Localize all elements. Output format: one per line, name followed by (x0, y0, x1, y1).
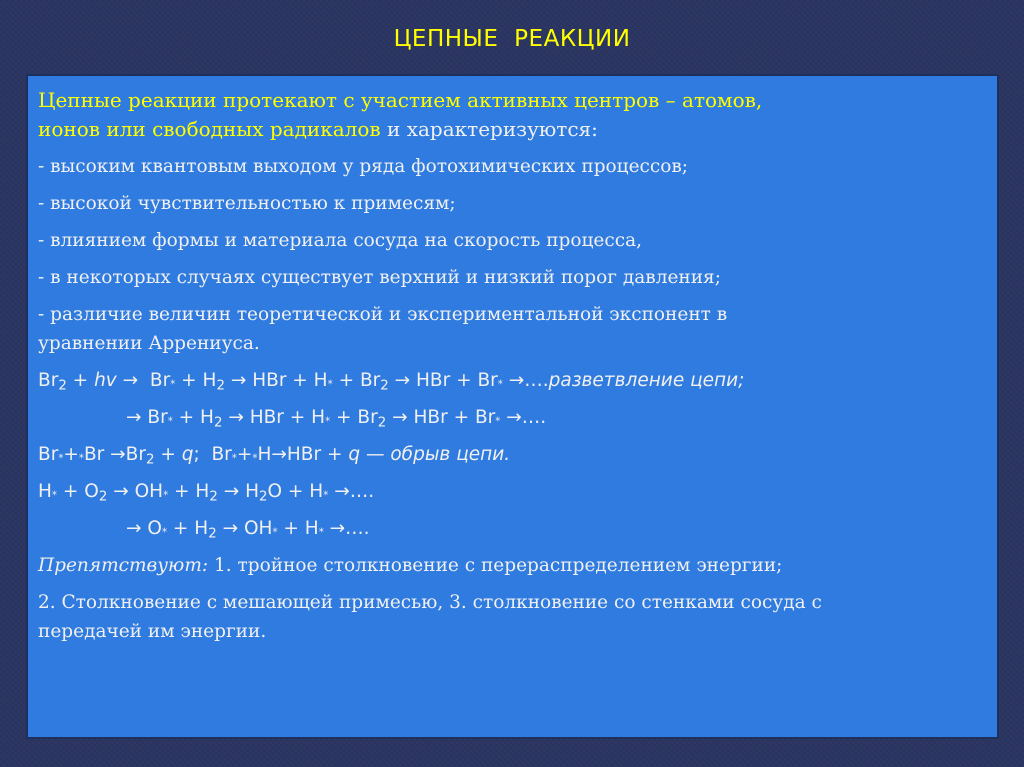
intro-line-2 (38, 115, 993, 144)
bullet-item: - различие величин теоретической и экспериментальной экспонент в (38, 304, 728, 325)
intro-text-2: и характеризуются: (380, 117, 598, 141)
hindrance-item-1: 1. тройное столкновение с перераспределением энергии; (208, 555, 783, 576)
equation-branching-continued: → $Br* + H_2$ → HBr + $H* + Br_2$ → HBr + Br* →…. (126, 407, 547, 431)
termination-note: обрыв цепи. (390, 444, 511, 465)
equation-hydrogen-oxygen: $H* + O_2 \to OH* + H_2 \to H_2O + H*$ →…. (38, 481, 375, 505)
hindrance-line-1 (38, 551, 993, 580)
bullet-item-continued: уравнении Аррениуса. (38, 333, 260, 354)
intro-highlight-2: ионов или свободных радикалов (38, 117, 381, 141)
equation-branching: $Br_2$ + hv → $Br* + H_2$ → HBr + $H* + Br_2$ → HBr + Br* →….разветвление цепи; (38, 370, 745, 394)
hindrance-item-2: 2. Столкновение с мешающей примесью, 3. столкновение со стенками сосуда с (38, 592, 822, 613)
bullet-item: - высоким квантовым выходом у ряда фотохимических процессов; (38, 156, 689, 177)
content-panel (26, 74, 999, 739)
bullet-item: - в некоторых случаях существует верхний и низкий порог давления; (38, 267, 721, 288)
branching-note: разветвление цепи; (548, 370, 745, 391)
hindrance-label: Препятствуют: (38, 555, 209, 576)
slide-title: ЦЕПНЫЕ РЕАКЦИИ (393, 26, 631, 52)
intro-highlight-1: Цепные реакции протекают с участием активных центров – атомов, (38, 88, 763, 112)
intro-line-1 (38, 86, 993, 115)
slide-body (38, 86, 993, 646)
equation-hydrogen-oxygen-continued: → $O* + H_2 \to OH* + H*$ →…. (126, 518, 370, 542)
hindrance-item-2-continued: передачей им энергии. (38, 621, 267, 642)
bullet-item: - влиянием формы и материала сосуда на скорость процесса, (38, 230, 642, 251)
bullet-item: - высокой чувствительностью к примесям; (38, 193, 456, 214)
equation-termination: $Br*+*Br \to Br_2 + q$; Br*+*H→HBr + q — обрыв цепи. (38, 444, 511, 468)
